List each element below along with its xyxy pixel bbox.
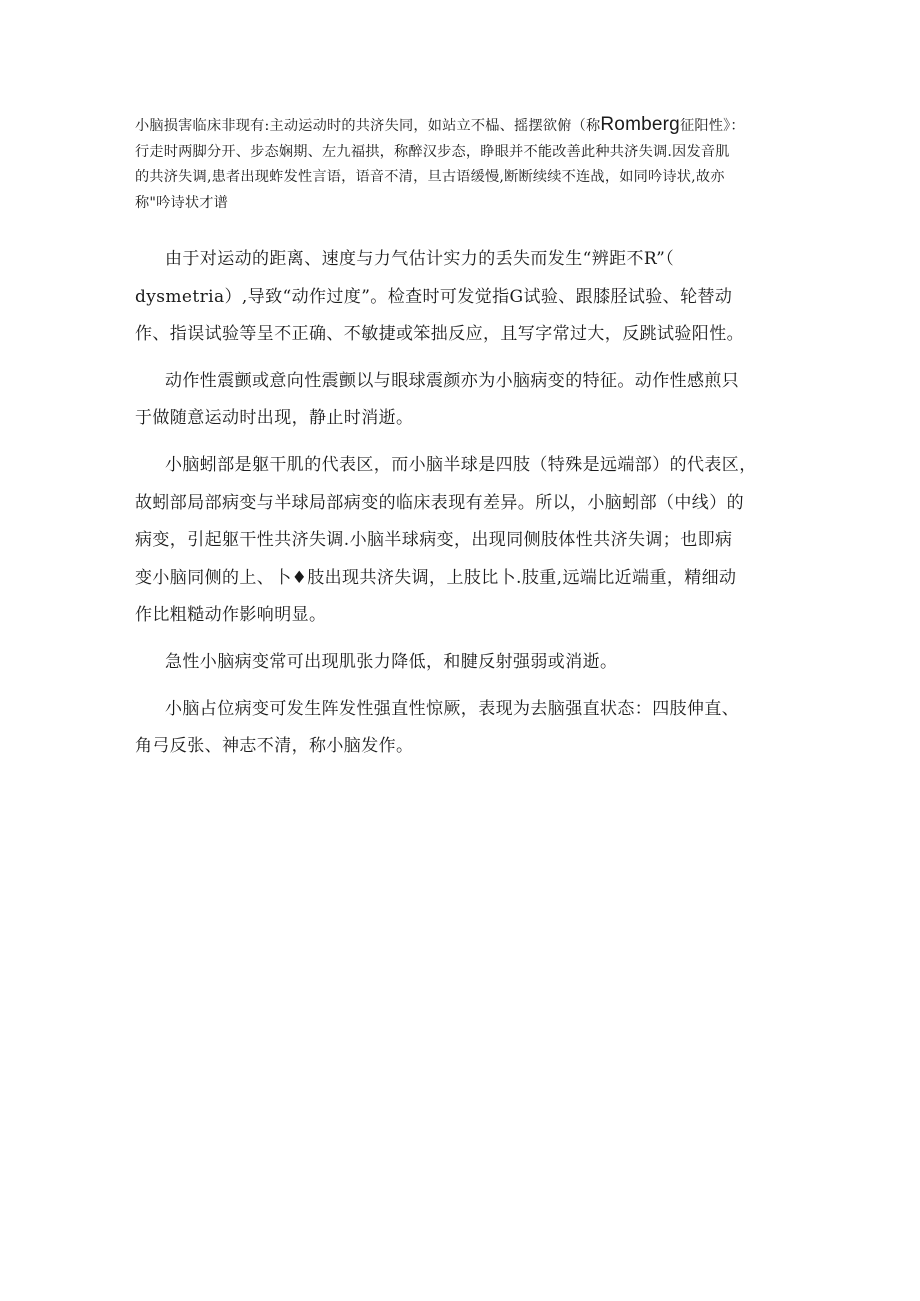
paragraph-line: 由于对运动的距离、速度与力气估计实力的丢失而发生“辨距不R”（: [165, 249, 675, 269]
paragraph-vermis: [135, 447, 785, 635]
paragraph-line: 小脑占位病变可发生阵发性强直性惊厥，表现为去脑强直状态：四肢伸直、: [165, 698, 740, 719]
intro-text: 征阳性》：: [679, 118, 745, 134]
paragraph-line: 变小脑同侧的上、卜♦肢出现共济失调，上肢比卜.肢重,远端比近端重，精细动: [135, 567, 737, 588]
paragraph-line: 角弓反张、神志不清，称小脑发作。: [135, 736, 414, 757]
paragraph-line: 作比粗糙动作影响明显。: [135, 605, 327, 626]
paragraph-line: 于做随意运动时出现，静止时消逝。: [135, 408, 414, 429]
paragraph-dysmetria: [135, 241, 785, 354]
paragraph-line: dysmetria）,导致“动作过度”。检查时可发觉指G试验、跟膝胫试验、轮替动: [135, 286, 733, 307]
intro-line: [135, 112, 795, 140]
intro-text: 小脑损害临床非现有:主动运动时的共济失同，如站立不榀、摇摆欲俯（称: [135, 118, 601, 134]
intro-line: 的共济失调,患者出现蚱发性言语，语音不清，旦古语缓慢,断断续续不连战，如同吟诗状,故亦: [135, 169, 725, 185]
paragraph-tone: [135, 644, 785, 682]
paragraph-line: 病变，引起躯干性共济失调.小脑半球病变，出现同侧肢体性共济失调；也即病: [135, 530, 733, 551]
paragraph-line: 故蚓部局部病变与半球局部病变的临床表现有差异。所以，小脑蚓部（中线）的: [135, 492, 744, 513]
intro-line: 称"吟诗状才谱: [135, 194, 229, 211]
paragraph-line: 作、指误试验等呈不正确、不敏捷或笨拙反应，且写字常过大，反跳试验阳性。: [135, 324, 744, 345]
intro-line: 行走时两脚分开、步态娴期、左九福拱，称醉汉步态，睁眼并不能改善此种共济失调.因发音肌: [135, 143, 730, 160]
paragraph-line: 小脑蚓部是躯干肌的代表区，而小脑半球是四肢（特殊是远端部）的代表区，: [165, 454, 757, 475]
paragraph-tremor: [135, 363, 785, 438]
paragraph-line: 动作性震颤或意向性震颤以与眼球震颜亦为小脑病变的特征。动作性感煎只: [165, 370, 740, 391]
body-text: [135, 241, 785, 775]
paragraph-fits: [135, 691, 785, 766]
intro-paragraph: [135, 112, 795, 216]
paragraph-line: 急性小脑病变常可出现肌张力降低，和腱反射强弱或消逝。: [165, 651, 618, 672]
romberg-term: Romberg: [600, 114, 680, 135]
